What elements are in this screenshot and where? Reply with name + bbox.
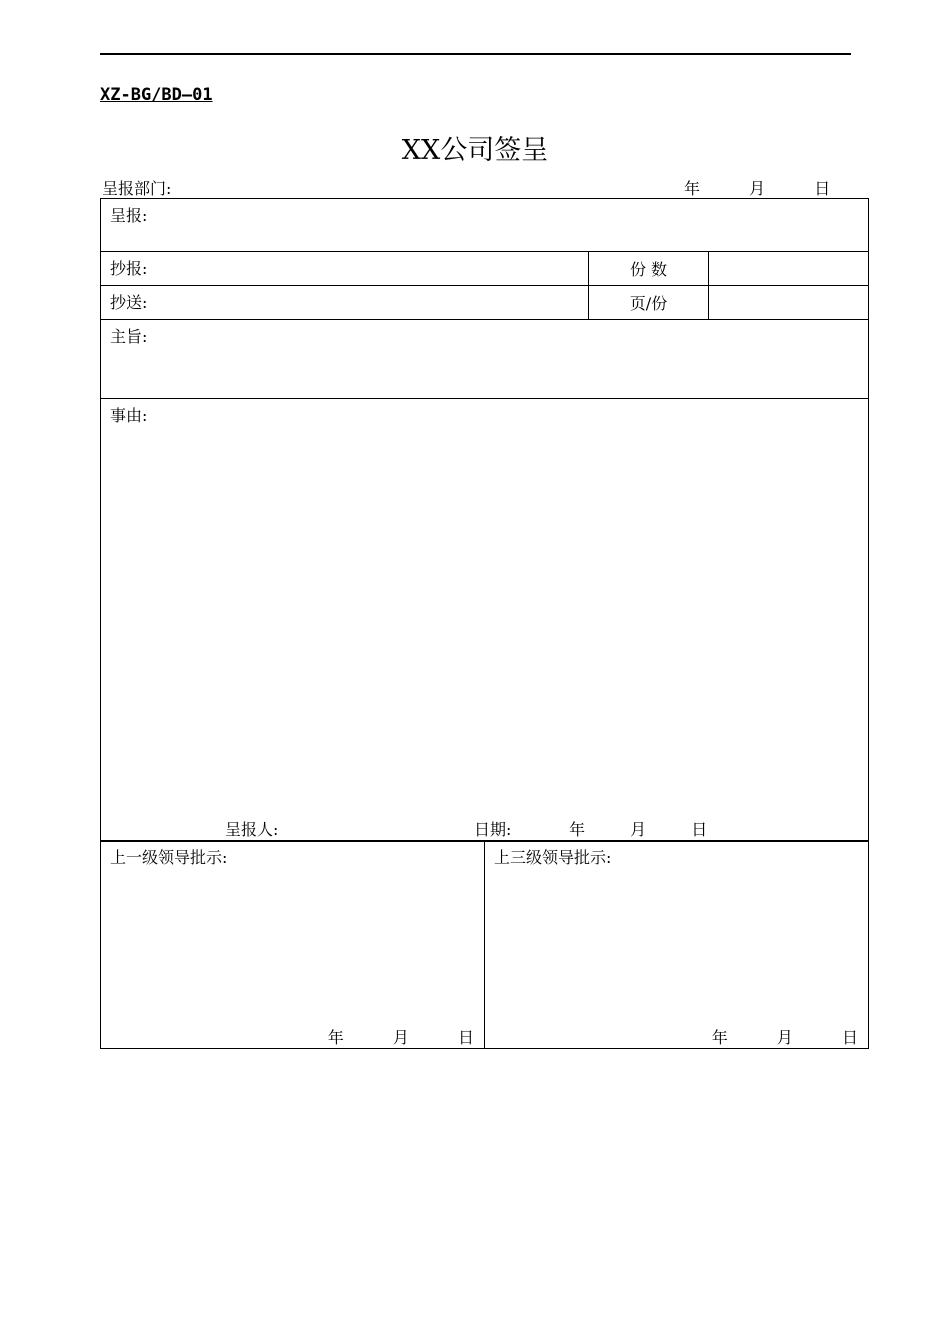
shi-you-footer bbox=[101, 817, 868, 839]
page-title: XX公司签呈 bbox=[401, 135, 549, 166]
ye-fen-header bbox=[589, 286, 709, 320]
year-label: 年 bbox=[711, 1028, 728, 1047]
report-date bbox=[569, 817, 707, 840]
day-label: 日 bbox=[691, 820, 708, 839]
day-label: 日 bbox=[841, 1028, 858, 1047]
year-label: 年 bbox=[327, 1028, 344, 1047]
ye-fen-label: 页/份 bbox=[629, 294, 668, 313]
zhu-zhi-field[interactable] bbox=[101, 320, 869, 399]
third-level-approval-label: 上三级领导批示: bbox=[494, 848, 612, 867]
fen-shu-label: 份 数 bbox=[629, 260, 668, 279]
first-level-approval-date bbox=[328, 1025, 474, 1048]
reporter-label: 呈报人: bbox=[225, 820, 279, 839]
chao-song-field[interactable] bbox=[101, 286, 589, 320]
dept-label: 呈报部门: bbox=[102, 179, 172, 198]
shi-you-field[interactable] bbox=[101, 399, 869, 842]
document-code: XZ-BG/BD—01 bbox=[100, 85, 213, 105]
day-label: 日 bbox=[457, 1028, 474, 1047]
first-level-approval-label: 上一级领导批示: bbox=[110, 848, 228, 867]
day-label: 日 bbox=[814, 179, 831, 198]
cheng-bao-label: 呈报: bbox=[110, 206, 148, 225]
zhu-zhi-label: 主旨: bbox=[110, 327, 148, 346]
header-date bbox=[684, 176, 830, 199]
third-level-approval[interactable] bbox=[485, 841, 869, 1049]
third-level-approval-date bbox=[712, 1025, 858, 1048]
petition-form bbox=[100, 198, 869, 842]
chao-bao-label: 抄报: bbox=[110, 259, 148, 278]
ye-fen-field[interactable] bbox=[709, 286, 869, 320]
month-label: 月 bbox=[749, 179, 766, 198]
fen-shu-field[interactable] bbox=[709, 252, 869, 286]
date-label: 日期: bbox=[474, 820, 512, 839]
top-rule bbox=[100, 53, 851, 55]
shi-you-label: 事由: bbox=[110, 406, 148, 425]
month-label: 月 bbox=[776, 1028, 793, 1047]
cheng-bao-field[interactable] bbox=[101, 199, 869, 252]
chao-song-label: 抄送: bbox=[110, 293, 148, 312]
month-label: 月 bbox=[630, 820, 647, 839]
month-label: 月 bbox=[392, 1028, 409, 1047]
chao-bao-field[interactable] bbox=[101, 252, 589, 286]
approval-section bbox=[100, 840, 869, 1049]
year-label: 年 bbox=[684, 179, 701, 198]
fen-shu-header bbox=[589, 252, 709, 286]
first-level-approval[interactable] bbox=[101, 841, 485, 1049]
year-label: 年 bbox=[569, 820, 586, 839]
